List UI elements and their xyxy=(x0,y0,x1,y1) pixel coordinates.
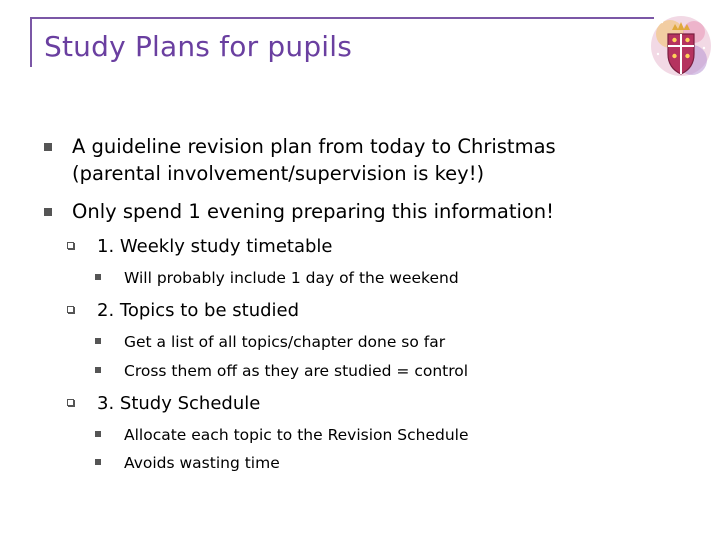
section-heading: 2. Topics to be studied xyxy=(97,300,300,321)
hollow-square-bullet-icon xyxy=(67,242,74,249)
list-item-text: Allocate each topic to the Revision Schedule xyxy=(124,426,469,444)
bullet-one-evening xyxy=(72,198,672,225)
list-item xyxy=(124,268,459,288)
list-item-text: Get a list of all topics/chapter done so far xyxy=(124,333,446,351)
section-topics xyxy=(97,299,299,323)
bullet-line: A guideline revision plan from today to Christmas xyxy=(72,135,556,158)
section-weekly-timetable xyxy=(97,235,333,259)
list-item xyxy=(124,453,280,473)
square-bullet-icon xyxy=(95,431,101,437)
square-bullet-icon xyxy=(95,338,101,344)
section-heading: 3. Study Schedule xyxy=(97,393,261,414)
section-study-schedule xyxy=(97,392,260,416)
square-bullet-icon xyxy=(44,208,52,216)
school-crest-logo xyxy=(648,4,714,88)
list-item-text: Will probably include 1 day of the weekend xyxy=(124,269,459,287)
square-bullet-icon xyxy=(95,459,101,465)
list-item xyxy=(124,332,445,352)
bullet-line: Only spend 1 evening preparing this information! xyxy=(72,200,554,223)
section-heading: 1. Weekly study timetable xyxy=(97,236,333,257)
list-item-text: Avoids wasting time xyxy=(124,454,280,472)
bullet-revision-plan xyxy=(72,133,672,187)
square-bullet-icon xyxy=(95,367,101,373)
hollow-square-bullet-icon xyxy=(67,306,74,313)
list-item xyxy=(124,425,469,445)
list-item xyxy=(124,361,468,381)
list-item-text: Cross them off as they are studied = control xyxy=(124,362,469,380)
hollow-square-bullet-icon xyxy=(67,399,74,406)
square-bullet-icon xyxy=(95,274,101,280)
square-bullet-icon xyxy=(44,143,52,151)
bullet-line: (parental involvement/supervision is key!) xyxy=(72,162,485,185)
slide-title: Study Plans for pupils xyxy=(44,30,353,63)
